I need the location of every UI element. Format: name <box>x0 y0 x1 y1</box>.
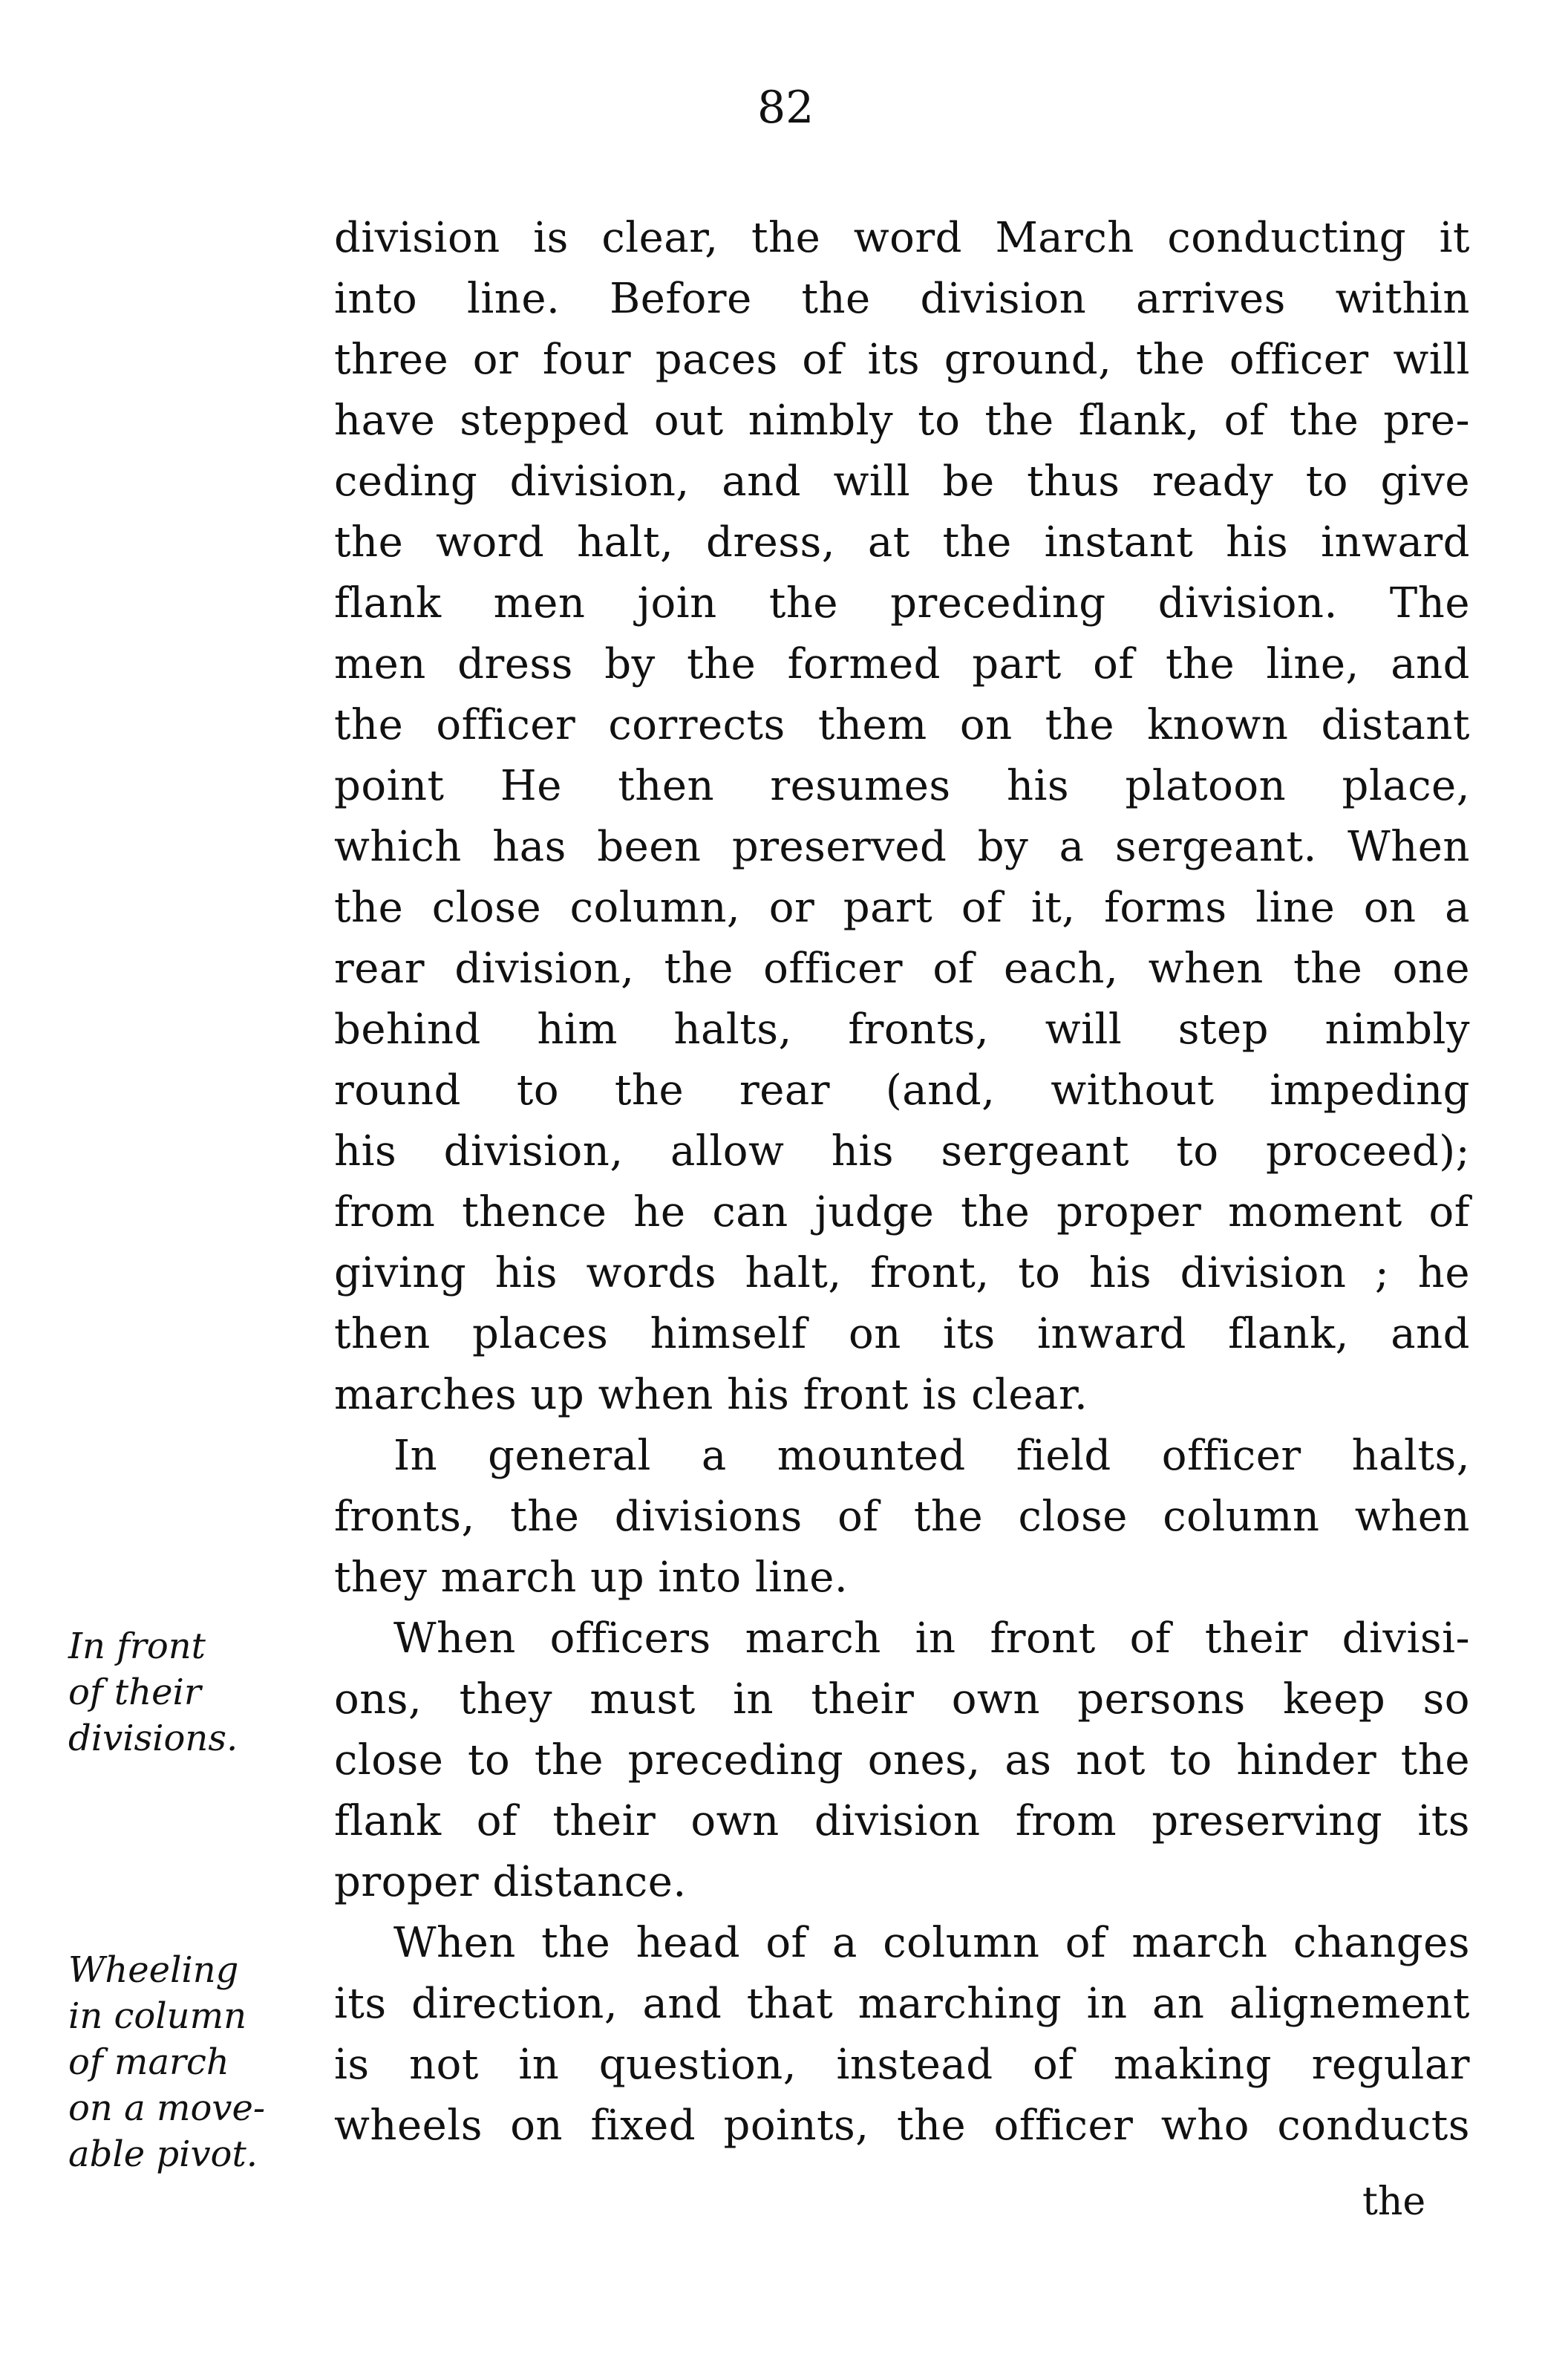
text-line: flank men join the preceding division. The <box>334 579 1470 627</box>
text-line: giving his words halt, front, to his division ; he <box>334 1249 1470 1297</box>
page-number: 82 <box>757 82 814 134</box>
text-line: When officers march in front of their divisi- <box>393 1614 1470 1663</box>
text-line: the close column, or part of it, forms line on a <box>334 884 1470 932</box>
text-line: marches up when his front is clear. <box>334 1371 1088 1419</box>
text-line: the word halt, dress, at the instant his inward <box>334 518 1470 567</box>
text-line: point He then resumes his platoon place, <box>334 762 1470 810</box>
text-line: they march up into line. <box>334 1553 849 1602</box>
text-line: In general a mounted field officer halts, <box>393 1432 1470 1480</box>
text-line: rear division, the officer of each, when the one <box>334 945 1470 993</box>
text-line: ons, they must in their own persons keep so <box>334 1675 1470 1724</box>
margin-note-line: on a move- <box>68 2087 266 2129</box>
text-line: have stepped out nimbly to the flank, of the pre- <box>334 397 1470 445</box>
text-line: from thence he can judge the proper moment of <box>334 1188 1470 1236</box>
text-line: round to the rear (and, without impeding <box>334 1066 1470 1115</box>
text-line: behind him halts, fronts, will step nimbly <box>334 1005 1470 1054</box>
text-line: his division, allow his sergeant to proceed); <box>334 1127 1470 1176</box>
text-line: division is clear, the word March conducting it <box>334 214 1470 262</box>
text-line: into line. Before the division arrives within <box>334 275 1470 323</box>
margin-note-line: In front <box>68 1626 206 1667</box>
text-line: proper distance. <box>334 1858 687 1906</box>
text-line: then places himself on its inward flank, and <box>334 1310 1470 1358</box>
margin-note-line: Wheeling <box>68 1949 239 1991</box>
text-line: which has been preserved by a sergeant. When <box>334 823 1470 871</box>
margin-note-line: of their <box>68 1672 201 1713</box>
text-line: the officer corrects them on the known distant <box>334 701 1470 749</box>
text-line: flank of their own division from preserving its <box>334 1797 1470 1845</box>
text-line: fronts, the divisions of the close column when <box>334 1493 1470 1541</box>
margin-note-line: of march <box>68 2041 229 2083</box>
margin-note-line: divisions. <box>68 1718 238 1759</box>
margin-note-wheeling <box>68 1947 321 2177</box>
text-line: close to the preceding ones, as not to hinder the <box>334 1736 1470 1784</box>
margin-note-line: able pivot. <box>68 2133 258 2175</box>
catchword: the <box>1362 2180 1426 2224</box>
text-line: three or four paces of its ground, the officer will <box>334 336 1470 384</box>
text-line: wheels on fixed points, the officer who conducts <box>334 2102 1470 2150</box>
text-line: ceding division, and will be thus ready to give <box>334 457 1470 506</box>
margin-note-line: in column <box>68 1995 246 2037</box>
text-line: When the head of a column of march changes <box>393 1919 1470 1967</box>
text-line: men dress by the formed part of the line, and <box>334 640 1470 688</box>
margin-note-in-front <box>68 1623 321 1761</box>
text-line: its direction, and that marching in an alignement <box>334 1980 1470 2028</box>
text-line: is not in question, instead of making regular <box>334 2041 1470 2089</box>
